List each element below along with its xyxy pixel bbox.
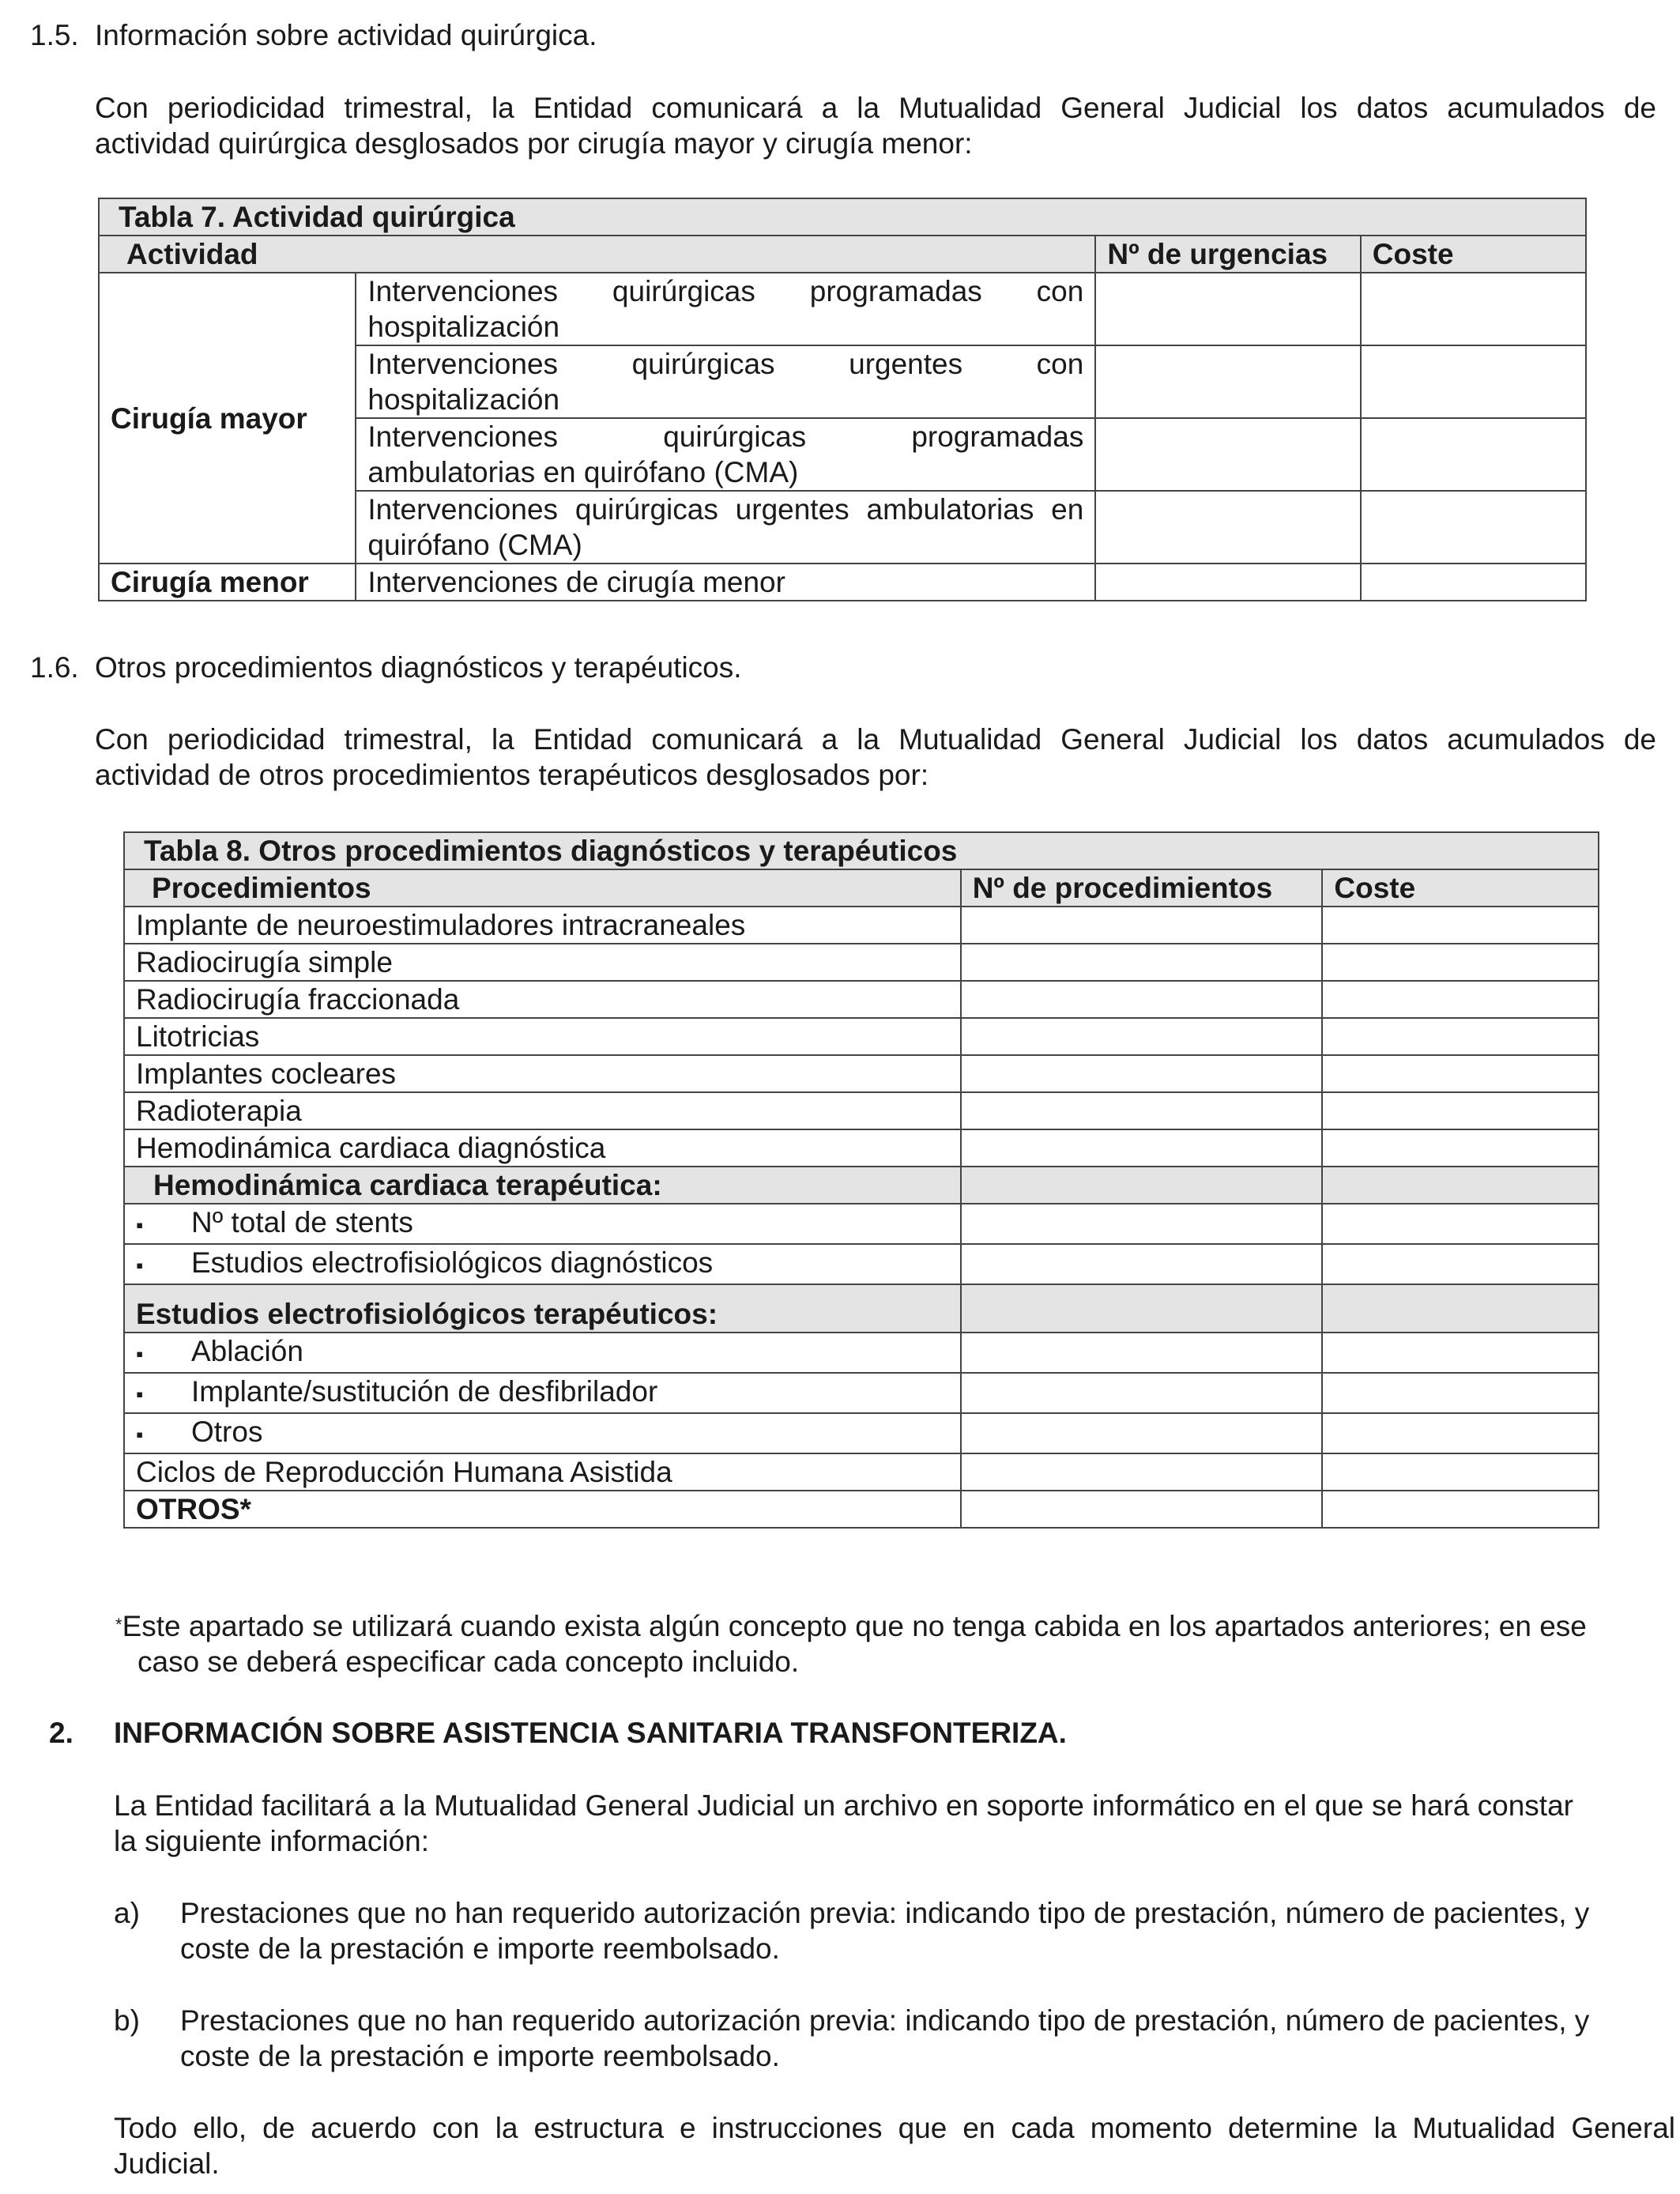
table-8-bullet-row	[124, 1244, 961, 1284]
table-cell-empty	[961, 1491, 1323, 1528]
section-2-intro-line1: La Entidad facilitará a la Mutualidad General Judicial un archivo en soporte informático en el que se hará constar	[114, 1789, 1573, 1822]
table-cell-empty	[1322, 1413, 1599, 1453]
table-8-header-row	[124, 869, 1599, 907]
table-7-cirugia-mayor-label: Cirugía mayor	[99, 273, 356, 564]
table-cell-empty	[961, 981, 1323, 1018]
table-cell-empty	[961, 1284, 1323, 1333]
bullet-icon: ▪	[136, 1382, 144, 1406]
table-8-bullet-row	[124, 1333, 961, 1373]
section-1-6-paragraph-line1: Con periodicidad trimestral, la Entidad comunicará a la Mutualidad General Judicial los datos acumulados de	[95, 723, 1656, 756]
list-item-a-label: a)	[114, 1897, 140, 1929]
table-8-row-label: Radiocirugía simple	[124, 944, 961, 981]
footnote	[115, 1608, 1672, 1679]
bullet-text: Ablación	[191, 1335, 303, 1367]
cell-line: hospitalización	[367, 383, 560, 416]
table-8-row-label: Radioterapia	[124, 1092, 961, 1129]
table-7-mayor-row-1	[356, 273, 1095, 345]
table-cell-empty	[1361, 418, 1586, 491]
bullet-text: Nº total de stents	[191, 1206, 413, 1238]
table-8-header-procedimientos: Procedimientos	[124, 869, 961, 907]
table-cell-empty	[1322, 907, 1599, 944]
table-cell-empty	[1095, 418, 1360, 491]
footnote-line1: Este apartado se utilizará cuando exista algún concepto que no tenga cabida en los apartados anteriores; en ese	[122, 1610, 1587, 1642]
table-8-bullet-row	[124, 1413, 961, 1453]
table-7-mayor-row-4	[356, 491, 1095, 564]
section-1-6-paragraph-line2: actividad de otros procedimientos terapéuticos desglosados por:	[95, 759, 929, 791]
table-7-header-activity: Actividad	[99, 236, 1095, 273]
table-8-subheader-row	[124, 1167, 1599, 1204]
table-8-row-label: Ciclos de Reproducción Humana Asistida	[124, 1453, 961, 1491]
table-7-title-row	[99, 198, 1586, 236]
table-7-header-coste: Coste	[1361, 236, 1586, 273]
table-cell-empty	[1095, 491, 1360, 564]
table-cell-empty	[1322, 1129, 1599, 1167]
table-7-cirugia-menor-label: Cirugía menor	[99, 564, 356, 601]
table-8-title-row	[124, 832, 1599, 869]
table-7-title: Tabla 7. Actividad quirúrgica	[99, 198, 1586, 236]
table-cell-empty	[961, 1373, 1323, 1413]
cell-line: ambulatorias en quirófano (CMA)	[367, 456, 799, 488]
table-row	[124, 907, 1599, 944]
table-cell-empty	[1322, 1244, 1599, 1284]
table-8-otros-label: OTROS*	[124, 1491, 961, 1528]
table-cell-empty	[961, 1453, 1323, 1491]
table-7-menor-row: Intervenciones de cirugía menor	[356, 564, 1095, 601]
table-row	[124, 1092, 1599, 1129]
footnote-line2: caso se deberá especificar cada concepto incluido.	[137, 1646, 800, 1678]
table-row	[124, 981, 1599, 1018]
section-2-heading: INFORMACIÓN SOBRE ASISTENCIA SANITARIA TRANSFONTERIZA.	[114, 1717, 1067, 1749]
list-item-b-line2: coste de la prestación e importe reembolsado.	[180, 2040, 780, 2072]
section-1-6-heading: Otros procedimientos diagnósticos y terapéuticos.	[95, 651, 742, 684]
table-row	[124, 1453, 1599, 1491]
table-8-other-procedures	[123, 831, 1599, 1529]
table-cell-empty	[1322, 1055, 1599, 1092]
cell-line: hospitalización	[367, 311, 560, 343]
table-row	[99, 273, 1586, 345]
table-row	[124, 1129, 1599, 1167]
bullet-icon: ▪	[136, 1213, 144, 1237]
table-7-surgical-activity	[98, 198, 1587, 601]
table-8-subheader-row	[124, 1284, 1599, 1333]
table-cell-empty	[1322, 981, 1599, 1018]
table-cell-empty	[1361, 273, 1586, 345]
table-cell-empty	[1322, 1491, 1599, 1528]
table-7-header-urgencias: Nº de urgencias	[1095, 236, 1360, 273]
table-row	[124, 1204, 1599, 1244]
table-cell-empty	[1361, 491, 1586, 564]
section-1-5-number: 1.5.	[30, 19, 79, 51]
table-cell-empty	[961, 1167, 1323, 1204]
table-row	[124, 1333, 1599, 1373]
table-cell-empty	[961, 1092, 1323, 1129]
table-row	[124, 1055, 1599, 1092]
table-8-title: Tabla 8. Otros procedimientos diagnósticos y terapéuticos	[124, 832, 1599, 869]
table-8-header-coste: Coste	[1322, 869, 1599, 907]
table-8-subheader-electrofisiologicos: Estudios electrofisiológicos terapéuticos:	[124, 1284, 961, 1333]
table-row	[124, 1413, 1599, 1453]
table-cell-empty	[961, 1244, 1323, 1284]
table-8-header-num: Nº de procedimientos	[961, 869, 1323, 907]
table-row	[124, 1373, 1599, 1413]
bullet-icon: ▪	[136, 1342, 144, 1366]
section-1-5-heading: Información sobre actividad quirúrgica.	[95, 19, 597, 51]
section-2-closing-line2: Judicial.	[114, 2147, 220, 2180]
bullet-icon: ▪	[136, 1423, 144, 1446]
table-cell-empty	[1322, 1167, 1599, 1204]
table-8-row-label: Hemodinámica cardiaca diagnóstica	[124, 1129, 961, 1167]
cell-line: Intervenciones quirúrgicas programadas con	[367, 275, 1084, 307]
table-cell-empty	[961, 1333, 1323, 1373]
list-item-a-line1: Prestaciones que no han requerido autorización previa: indicando tipo de prestación, número de pacientes, y	[180, 1897, 1590, 1929]
table-cell-empty	[961, 1413, 1323, 1453]
table-row	[124, 1244, 1599, 1284]
table-cell-empty	[961, 1204, 1323, 1244]
table-7-mayor-row-2	[356, 345, 1095, 418]
table-8-row-label: Radiocirugía fraccionada	[124, 981, 961, 1018]
cell-line: Intervenciones quirúrgicas urgentes con	[367, 348, 1084, 380]
table-cell-empty	[1095, 345, 1360, 418]
section-2-intro-line2: la siguiente información:	[114, 1825, 429, 1857]
section-2-number: 2.	[49, 1717, 73, 1749]
table-cell-empty	[1361, 564, 1586, 601]
bullet-text: Implante/sustitución de desfibrilador	[191, 1375, 658, 1408]
cell-line: Intervenciones quirúrgicas programadas	[367, 420, 1084, 453]
table-row	[124, 1491, 1599, 1528]
section-2-closing-line1: Todo ello, de acuerdo con la estructura e instrucciones que en cada momento determine la Mutualidad General	[114, 2112, 1675, 2144]
table-row	[99, 564, 1586, 601]
section-1-5-paragraph-line2: actividad quirúrgica desglosados por cirugía mayor y cirugía menor:	[95, 127, 973, 160]
table-cell-empty	[961, 944, 1323, 981]
section-1-5-paragraph-line1: Con periodicidad trimestral, la Entidad comunicará a la Mutualidad General Judicial los datos acumulados de	[95, 92, 1656, 124]
table-cell-empty	[1095, 273, 1360, 345]
section-1-6-number: 1.6.	[30, 651, 79, 684]
table-cell-empty	[1322, 1018, 1599, 1055]
table-cell-empty	[1322, 1204, 1599, 1244]
table-cell-empty	[961, 1129, 1323, 1167]
table-cell-empty	[961, 1018, 1323, 1055]
table-cell-empty	[1322, 1092, 1599, 1129]
bullet-icon: ▪	[136, 1253, 144, 1277]
table-7-mayor-row-3	[356, 418, 1095, 491]
cell-line: Intervenciones quirúrgicas urgentes ambulatorias en	[367, 493, 1084, 526]
table-8-row-label: Implante de neuroestimuladores intracraneales	[124, 907, 961, 944]
table-8-bullet-row	[124, 1373, 961, 1413]
table-row	[124, 944, 1599, 981]
table-cell-empty	[1322, 1284, 1599, 1333]
table-cell-empty	[1095, 564, 1360, 601]
table-cell-empty	[1361, 345, 1586, 418]
list-item-a-line2: coste de la prestación e importe reembolsado.	[180, 1932, 780, 1965]
table-cell-empty	[1322, 1453, 1599, 1491]
cell-line: quirófano (CMA)	[367, 529, 582, 561]
bullet-text: Otros	[191, 1416, 263, 1448]
bullet-text: Estudios electrofisiológicos diagnósticos	[191, 1246, 714, 1279]
list-item-b-line1: Prestaciones que no han requerido autorización previa: indicando tipo de prestación, número de pacientes, y	[180, 2004, 1590, 2037]
table-8-row-label: Implantes cocleares	[124, 1055, 961, 1092]
table-8-row-label: Litotricias	[124, 1018, 961, 1055]
table-cell-empty	[961, 907, 1323, 944]
table-row	[124, 1018, 1599, 1055]
table-cell-empty	[961, 1055, 1323, 1092]
list-item-b-label: b)	[114, 2004, 140, 2037]
table-cell-empty	[1322, 944, 1599, 981]
table-8-subheader-hemodinamica: Hemodinámica cardiaca terapéutica:	[124, 1167, 961, 1204]
table-cell-empty	[1322, 1333, 1599, 1373]
footnote-mark: *	[115, 1615, 122, 1634]
table-8-bullet-row	[124, 1204, 961, 1244]
table-cell-empty	[1322, 1373, 1599, 1413]
table-7-header-row	[99, 236, 1586, 273]
